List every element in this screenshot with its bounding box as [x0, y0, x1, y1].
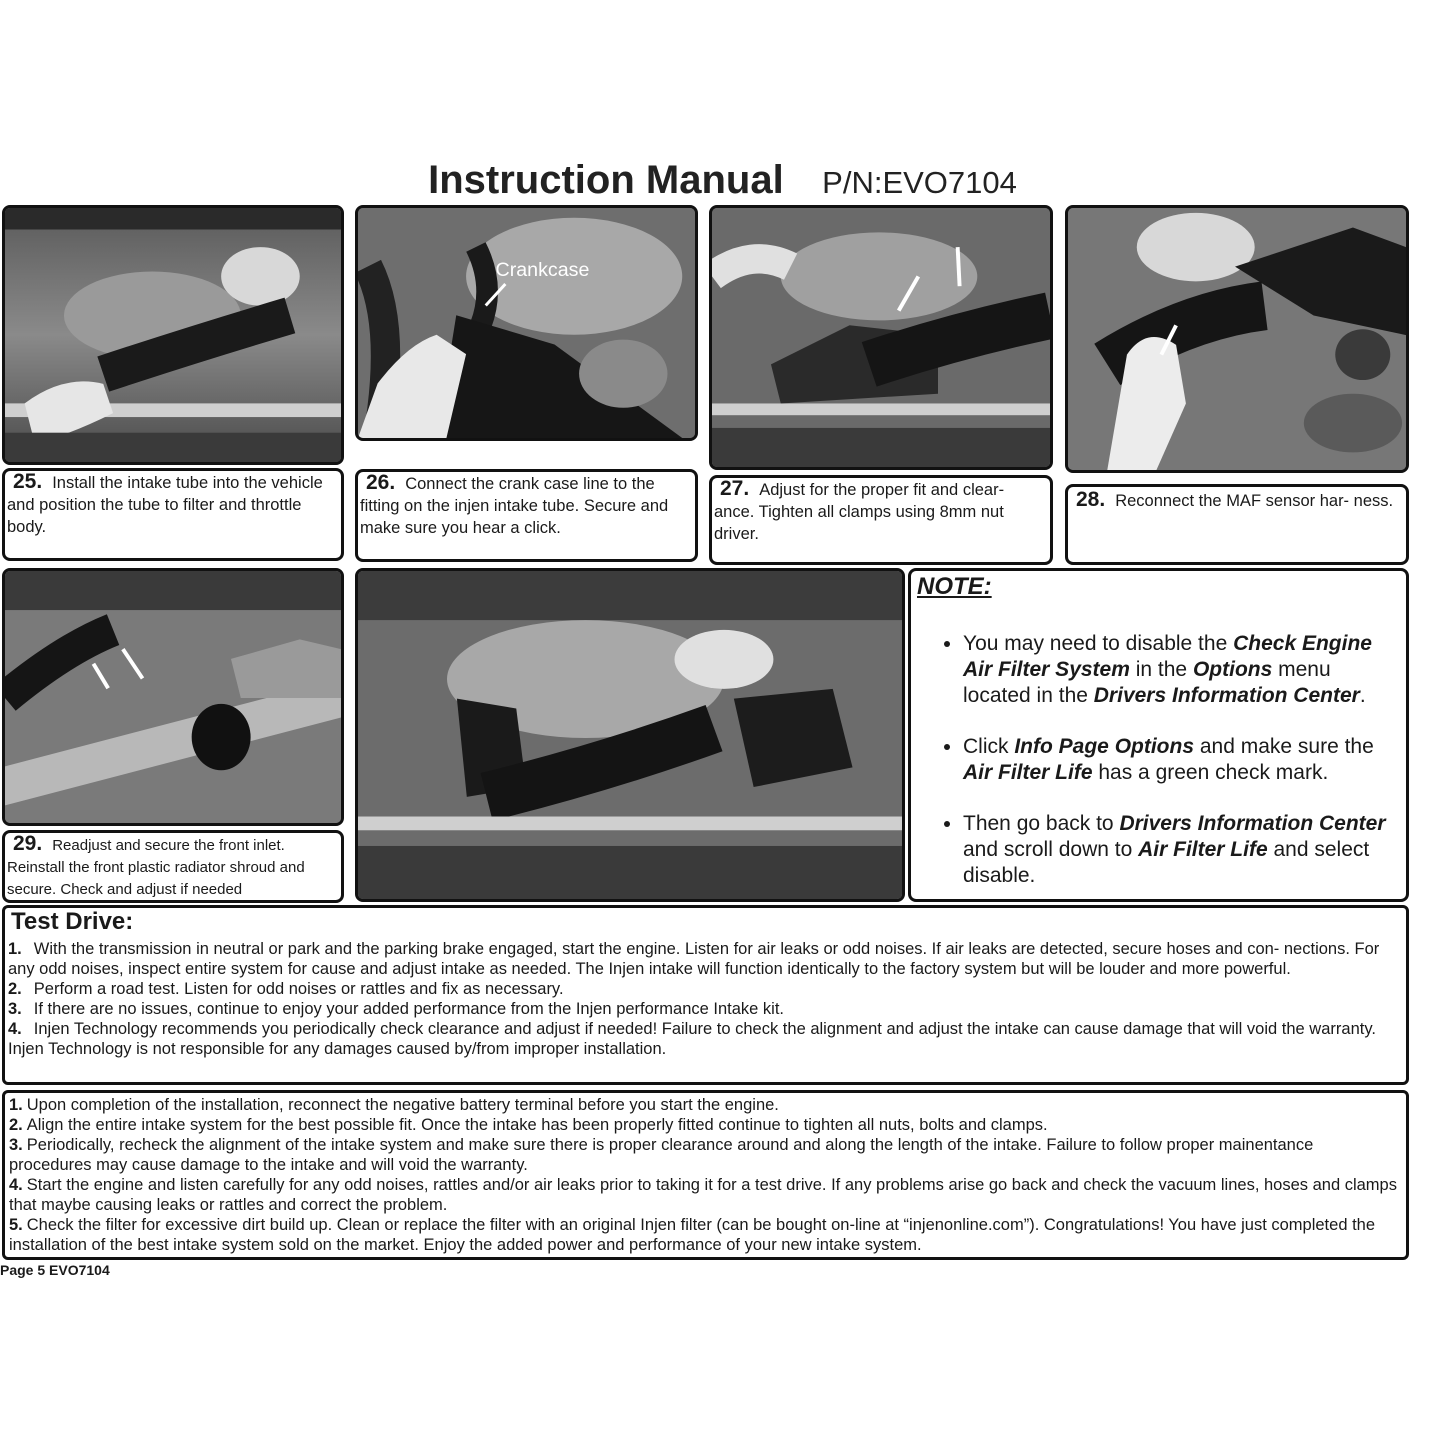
list-item: 2. Align the entire intake system for the best possible fit. Once the intake has been properly fitted continue to tighten all nuts, bolts and clamps.	[9, 1116, 1048, 1134]
caption-step-26	[355, 469, 698, 562]
final-steps-list	[5, 1093, 1406, 1255]
page-header	[0, 158, 1445, 203]
step-text: Install the intake tube into the vehicle and position the tube to filter and throttle body.	[7, 474, 323, 536]
test-drive-list	[5, 939, 1406, 1059]
photo-step-27	[709, 205, 1053, 470]
step-number: 29.	[13, 832, 43, 855]
caption-step-28	[1065, 484, 1409, 565]
step-text: Connect the crank case line to the fitting on the injen intake tube. Secure and make sure you hear a click.	[360, 475, 669, 537]
step-number: 25.	[13, 470, 43, 493]
note-title: NOTE:	[917, 573, 992, 600]
step-text: Readjust and secure the front inlet. Reinstall the front plastic radiator shroud and secure. Check and adjust if needed	[7, 837, 305, 898]
step-text: Adjust for the proper fit and clear- ance. Tighten all clamps using 8mm nut driver.	[714, 481, 1005, 543]
photo-step-25	[2, 205, 344, 465]
list-item: 1. Upon completion of the installation, reconnect the negative battery terminal before you start the engine.	[9, 1096, 779, 1114]
photo-completed-install	[355, 568, 905, 902]
note-item: • Click Info Page Options and make sure the Air Filter Life has a green check mark.	[963, 734, 1396, 786]
list-item: 5. Check the filter for excessive dirt build up. Clean or replace the filter with an original Injen filter (can be bought on-line at “injenonline.com”). Congratulations! You have just completed the installation of the best intake system sold on the market. Enjoy the added power and performance of your new intake system.	[9, 1216, 1376, 1254]
test-drive-title: Test Drive:	[11, 908, 134, 935]
note-box	[908, 568, 1409, 902]
list-item: 1. With the transmission in neutral or park and the parking brake engaged, start the engine. Listen for air leaks or odd noises. If air leaks are detected, secure hoses and con- nections. For any odd noises, inspect entire system for cause and adjust intake as needed. The Injen intake will function identically to the factory system but will be louder and more powerful.	[8, 940, 1380, 978]
caption-step-29	[2, 830, 344, 903]
photo-step-28	[1065, 205, 1409, 473]
note-item: • You may need to disable the Check Engine Air Filter System in the Options menu located in the Drivers Information Center.	[963, 631, 1396, 709]
part-number: P/N:EVO7104	[822, 165, 1017, 200]
page-title: Instruction Manual	[428, 158, 784, 202]
photo-step-26	[355, 205, 698, 441]
page-footer: Page 5 EVO7104	[0, 1262, 110, 1278]
note-list	[917, 631, 1396, 889]
step-number: 26.	[366, 471, 396, 494]
note-item: • Then go back to Drivers Information Center and scroll down to Air Filter Life and select disable.	[963, 811, 1396, 889]
list-item: 3. Periodically, recheck the alignment of the intake system and make sure there is proper clearance around and along the length of the intake. Failure to follow proper mainentance procedures may cause damage to the intake and will void the warranty.	[9, 1136, 1314, 1174]
caption-step-27	[709, 475, 1053, 565]
list-item: 3. If there are no issues, continue to enjoy your added performance from the Injen performance Intake kit.	[8, 1000, 785, 1018]
step-number: 27.	[720, 477, 750, 500]
step-text: Reconnect the MAF sensor har- ness.	[1115, 492, 1394, 510]
photo-step-29	[2, 568, 344, 826]
test-drive-box	[2, 905, 1409, 1085]
final-steps-box	[2, 1090, 1409, 1260]
list-item: 4. Start the engine and listen carefully for any odd noises, rattles and/or air leaks prior to taking it for a test drive. If any problems arise go back and check the vacuum lines, hoses and clamps that maybe causing leaks or rattles and correct the problem.	[9, 1176, 1397, 1214]
crankcase-label: Crankcase	[495, 259, 590, 282]
list-item: 2. Perform a road test. Listen for odd noises or rattles and fix as necessary.	[8, 980, 564, 998]
caption-step-25	[2, 468, 344, 561]
step-number: 28.	[1076, 488, 1106, 511]
list-item: 4. Injen Technology recommends you periodically check clearance and adjust if needed! Failure to check the alignment and adjust the intake can cause damage that will void the warranty. Injen Technology is not responsible for any damages caused by/from improper installation.	[8, 1020, 1376, 1058]
